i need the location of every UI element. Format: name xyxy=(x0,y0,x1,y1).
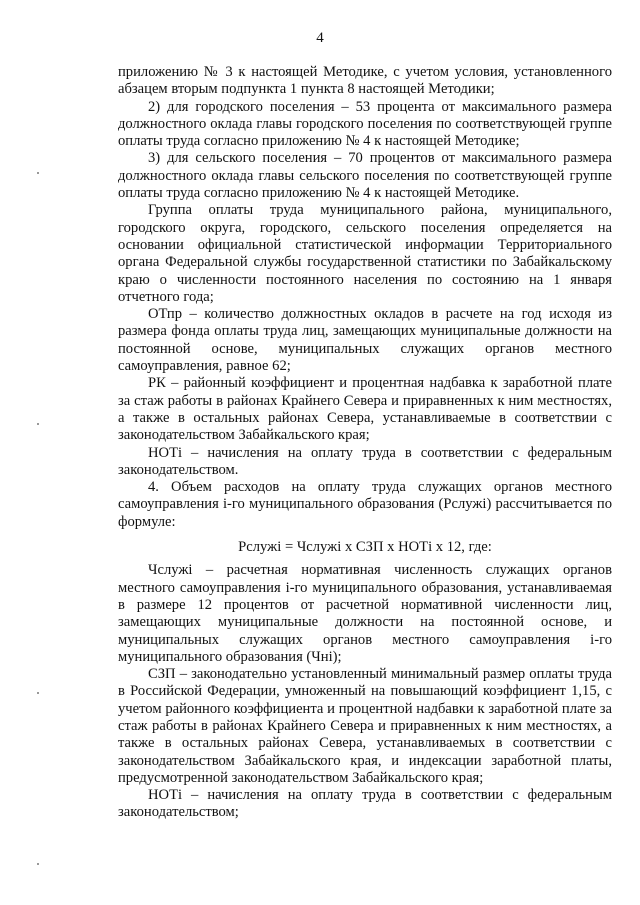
definition: СЗП – законодательно установленный минимальный размер оплаты труда в Российской Федерации, умноженный на повышающий коэффициент 1,15, с учетом районного коэффициента и процентной надбавки к заработной плате за стаж работы в районах Крайнего Севера и приравненных к ним местностях, а также в остальных районах Севера, устанавливаемых в соответствии с законодательством Забайкальского края, и индексации заработной платы, предусмотренной законодательством Забайкальского края; xyxy=(118,666,612,786)
paragraph: приложению № 3 к настоящей Методике, с учетом условия, установленного абзацем вторым подпункта 1 пункта 8 настоящей Методики; xyxy=(118,64,612,98)
definition: НОТi – начисления на оплату труда в соответствии с федеральным законодательством; xyxy=(118,787,612,821)
paragraph: 4. Объем расходов на оплату труда служащих органов местного самоуправления i-го муниципального образования (Рслужi) рассчитывается по формуле: xyxy=(118,479,612,530)
document-body xyxy=(118,64,612,822)
definition: Чслужi – расчетная нормативная численность служащих органов местного самоуправления i-го муниципального образования, устанавливаемая в размере 12 процентов от расчетной нормативной численности лиц, замещающих муниципальные должности на постоянной основе, и муниципальных служащих органов местного самоуправления i-го муниципального образования (Чнi); xyxy=(118,562,612,665)
page-number: 4 xyxy=(316,30,324,46)
scan-mark xyxy=(37,172,39,174)
paragraph: 3) для сельского поселения – 70 процентов от максимального размера должностного оклада главы сельского поселения по соответствующей группе оплаты труда согласно приложению № 4 к настоящей Методике. xyxy=(118,150,612,202)
scan-mark xyxy=(37,863,39,865)
paragraph: 2) для городского поселения – 53 процента от максимального размера должностного оклада главы городского поселения по соответствующей группе оплаты труда согласно приложению № 4 к настоящей Методике; xyxy=(118,98,612,150)
paragraph: ОТпр – количество должностных окладов в расчете на год исходя из размера фонда оплаты труда лиц, замещающих муниципальные должности на постоянной основе, муниципальных служащих органов местного самоуправления, равное 62; xyxy=(118,306,612,375)
paragraph: Группа оплаты труда муниципального района, муниципального, городского округа, городского, сельского поселения определяется на основании официальной статистической информации Территориального органа Федеральной службы государственной статистики по Забайкальскому краю о численности постоянного населения по состоянию на 1 января отчетного года; xyxy=(118,202,612,305)
formula: Рслужi = Чслужi х СЗП х НОТi х 12, где: xyxy=(238,539,492,556)
paragraph: РК – районный коэффициент и процентная надбавка к заработной плате за стаж работы в районах Крайнего Севера и приравненных к ним местностях, а также в остальных районах Севера, устанавливаемые в соответствии с законодательством Забайкальского края; xyxy=(118,375,612,444)
scan-mark xyxy=(37,423,39,425)
scan-mark xyxy=(37,692,39,694)
paragraph: НОТi – начисления на оплату труда в соответствии с федеральным законодательством. xyxy=(118,444,612,478)
